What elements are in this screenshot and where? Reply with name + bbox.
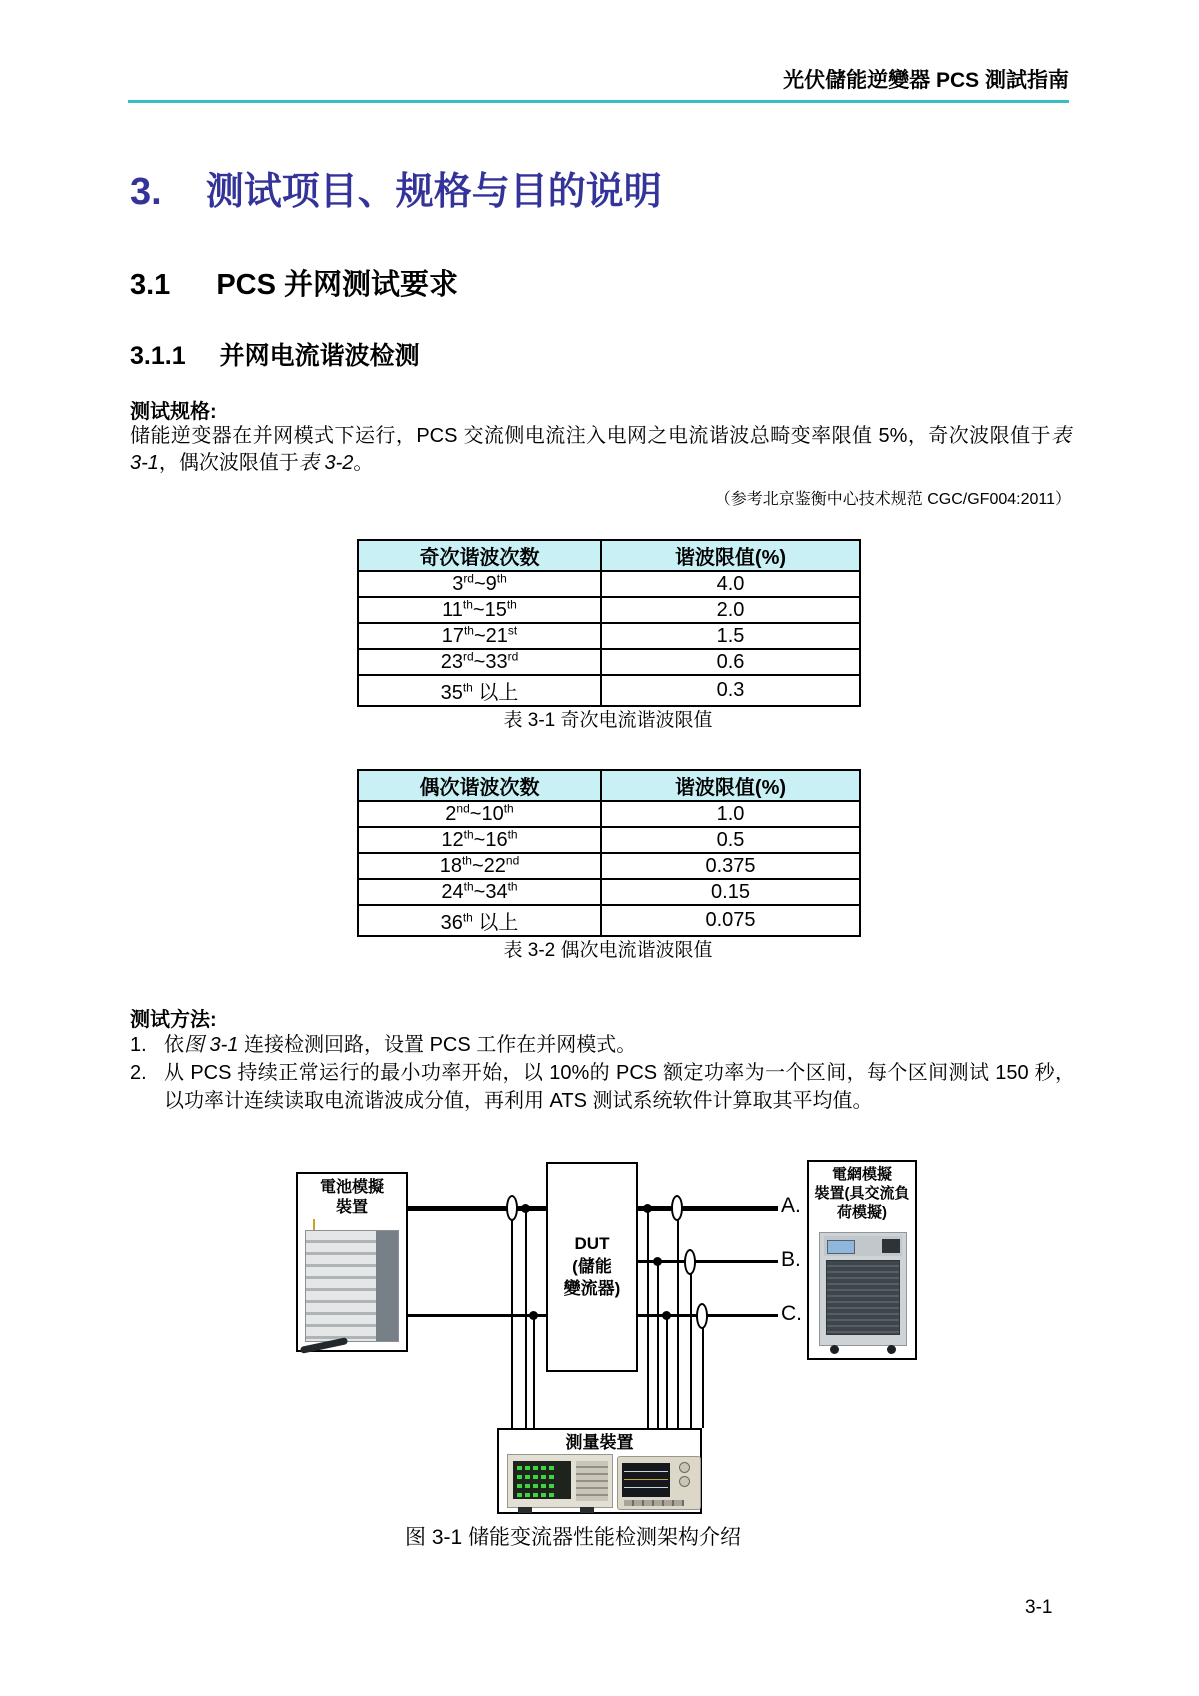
ordinal-suffix: rd <box>462 648 474 663</box>
current-clamp-icon <box>671 1195 683 1221</box>
page-number: 3-1 <box>1025 1597 1053 1618</box>
junction-dot <box>662 1311 671 1320</box>
harmonic-order-cell: 35th 以上 <box>358 675 601 706</box>
column-header: 谐波限值(%) <box>601 540 860 571</box>
grid-simulator-photo <box>819 1232 907 1346</box>
ordinal-suffix: th <box>507 826 518 841</box>
ordinal-suffix: rd <box>463 570 474 585</box>
ordinal-suffix: st <box>507 622 518 637</box>
ordinal-suffix: th <box>496 570 507 585</box>
table-header-row <box>358 770 860 801</box>
current-clamp-icon <box>684 1249 696 1275</box>
table-row <box>358 801 860 827</box>
ordinal-suffix: th <box>503 800 514 815</box>
meter-digits-row <box>517 1466 557 1470</box>
text-segment: 依 <box>164 1034 184 1056</box>
voltage-tap-c-left <box>533 1314 535 1428</box>
table-row <box>358 675 860 706</box>
grid-wheel <box>830 1345 839 1354</box>
odd-table-caption: 表 3-1 奇次电流谐波限值 <box>503 710 713 731</box>
harmonic-order-cell: 23rd~33rd <box>358 649 601 675</box>
header-rule <box>128 100 1069 103</box>
ct-lead-c-right <box>702 1318 704 1428</box>
ordinal-suffix: th <box>463 622 474 637</box>
harmonic-order-cell: 36th 以上 <box>358 905 601 936</box>
chapter-title: 测试项目、规格与目的说明 <box>205 171 662 213</box>
text-segment: 从 PCS 持续正常运行的最小功率开始，以 10%的 PCS 额定功率为一个区间，每个区间测试 150 秒，以功率计连续读取电流谐波成分值，再利用 ATS 测试系统软件计算取其平均值。 <box>164 1062 1075 1112</box>
method-item-1 <box>130 1031 1075 1059</box>
ordinal-suffix: th <box>463 826 474 841</box>
ordinal-suffix: nd <box>505 852 520 867</box>
section-number: 3.1 <box>130 269 171 301</box>
text-segment: 储能逆变器在并网模式下运行，PCS 交流侧电流注入电网之电流谐波总畸变率限值 5%，奇次波限值于 <box>130 425 1051 447</box>
oscilloscope-screen <box>622 1463 670 1497</box>
method-item-number: 2. <box>130 1062 147 1084</box>
meter-digits-row <box>517 1475 557 1479</box>
harmonic-limit-cell: 0.6 <box>601 649 860 675</box>
even-harmonics-table <box>357 769 861 937</box>
reference-note: （参考北京鉴衡中心技术规范 CGC/GF004:2011） <box>714 491 1071 508</box>
meter-digits-row <box>517 1493 557 1497</box>
ct-lead-a-left <box>511 1210 513 1428</box>
meter-foot <box>518 1507 532 1513</box>
text-segment: 表 3-1 <box>130 425 1071 474</box>
ordinal-suffix: nd <box>456 800 470 815</box>
harmonic-limit-cell: 0.375 <box>601 853 860 879</box>
subsection-title: 并网电流谐波检测 <box>219 342 420 370</box>
method-item-text <box>164 1062 1075 1112</box>
phase-a-wire-right <box>638 1206 778 1211</box>
junction-dot <box>653 1257 662 1266</box>
voltage-tap-a-right <box>647 1206 649 1428</box>
table-header-row <box>358 540 860 571</box>
ordinal-suffix: th <box>462 680 473 695</box>
ordinal-suffix: th <box>463 878 474 893</box>
battery-simulator-box <box>296 1172 408 1352</box>
ordinal-suffix: th <box>462 910 473 925</box>
harmonic-order-cell: 3rd~9th <box>358 571 601 597</box>
harmonic-order-cell: 24th~34th <box>358 879 601 905</box>
method-label: 测试方法: <box>130 1009 217 1031</box>
ordinal-suffix: th <box>462 596 473 611</box>
column-header: 谐波限值(%) <box>601 770 860 801</box>
odd-harmonics-table <box>357 539 861 707</box>
text-segment: 图 3-1 <box>184 1034 239 1056</box>
junction-dot <box>643 1204 652 1213</box>
harmonic-order-cell: 12th~16th <box>358 827 601 853</box>
current-clamp-icon <box>696 1303 708 1329</box>
table-row <box>358 571 860 597</box>
scope-knob <box>679 1462 690 1473</box>
scope-buttons <box>624 1500 684 1506</box>
harmonic-order-cell: 18th~22nd <box>358 853 601 879</box>
even-table-caption: 表 3-2 偶次电流谐波限值 <box>503 940 713 961</box>
harmonic-limit-cell: 0.075 <box>601 905 860 936</box>
phase-c-wire-right <box>638 1314 778 1317</box>
junction-dot <box>521 1204 530 1213</box>
grid-simulator-box <box>807 1160 917 1360</box>
ordinal-suffix: th <box>507 878 518 893</box>
table-row <box>358 879 860 905</box>
scope-knob <box>679 1476 690 1487</box>
ordinal-suffix: th <box>506 596 517 611</box>
battery-cabinet-side <box>376 1231 398 1341</box>
voltage-tap-b-right <box>657 1260 659 1428</box>
grid-simulator-label: 電網模擬 裝置(具交流負 荷模擬) <box>814 1166 910 1221</box>
harmonic-limit-cell: 0.3 <box>601 675 860 706</box>
current-clamp-icon <box>506 1195 518 1221</box>
spec-label: 测试规格: <box>130 401 217 423</box>
power-meter-buttons <box>576 1461 608 1501</box>
phase-label-a: A. <box>781 1194 801 1217</box>
meter-foot <box>580 1507 594 1513</box>
harmonic-limit-cell: 1.0 <box>601 801 860 827</box>
subsection-heading <box>130 336 420 372</box>
text-segment: 表 3-2 <box>298 452 354 474</box>
voltage-tap-a-left <box>525 1206 527 1428</box>
scope-trace <box>624 1471 668 1472</box>
grid-button-panel <box>882 1239 900 1253</box>
power-meter-display <box>513 1461 571 1499</box>
chapter-number: 3. <box>130 171 162 213</box>
table-row <box>358 827 860 853</box>
text-segment: ，偶次波限值于 <box>158 452 299 474</box>
grid-wheel <box>887 1345 896 1354</box>
chapter-heading <box>130 160 662 215</box>
grid-vent-grille <box>826 1260 900 1335</box>
phase-label-b: B. <box>781 1248 801 1271</box>
table-row <box>358 597 860 623</box>
table-row <box>358 649 860 675</box>
oscilloscope-photo <box>617 1456 701 1510</box>
method-item-2 <box>130 1059 1075 1115</box>
measurement-label: 測量裝置 <box>565 1433 634 1452</box>
section-heading <box>130 262 458 303</box>
ordinal-suffix: th <box>461 852 472 867</box>
spec-paragraph <box>130 423 1071 477</box>
subsection-number: 3.1.1 <box>130 342 186 370</box>
scope-trace <box>624 1487 668 1488</box>
grid-display-screen <box>827 1240 855 1254</box>
measurement-box <box>497 1428 702 1514</box>
harmonic-limit-cell: 2.0 <box>601 597 860 623</box>
table-row <box>358 623 860 649</box>
ct-lead-a-right <box>677 1210 679 1428</box>
table-row <box>358 853 860 879</box>
page-header-title: 光伏儲能逆變器 PCS 測試指南 <box>783 69 1069 92</box>
column-header: 奇次谐波次数 <box>358 540 601 571</box>
harmonic-limit-cell: 0.15 <box>601 879 860 905</box>
phase-label-c: C. <box>781 1302 802 1325</box>
meter-digits-row <box>517 1484 557 1488</box>
junction-dot <box>529 1311 538 1320</box>
section-title: PCS 并网测试要求 <box>216 269 459 301</box>
method-item-number: 1. <box>130 1034 147 1056</box>
dut-label: DUT (儲能 變流器) <box>563 1233 621 1299</box>
battery-simulator-photo <box>305 1230 399 1342</box>
text-segment: 。 <box>353 452 374 474</box>
harmonic-limit-cell: 1.5 <box>601 623 860 649</box>
table-row <box>358 905 860 936</box>
voltage-tap-c-right <box>666 1314 668 1428</box>
harmonic-order-cell: 2nd~10th <box>358 801 601 827</box>
power-meter-photo <box>507 1454 613 1508</box>
column-header: 偶次谐波次数 <box>358 770 601 801</box>
harmonic-order-cell: 17th~21st <box>358 623 601 649</box>
battery-cabinet <box>305 1230 399 1342</box>
harmonic-limit-cell: 0.5 <box>601 827 860 853</box>
harmonic-limit-cell: 4.0 <box>601 571 860 597</box>
text-segment: 连接检测回路，设置 PCS 工作在并网模式。 <box>238 1034 637 1056</box>
ct-lead-b-right <box>690 1264 692 1428</box>
grid-control-panel <box>824 1236 902 1256</box>
battery-simulator-label: 電池模擬 裝置 <box>319 1179 384 1216</box>
ordinal-suffix: rd <box>507 648 519 663</box>
harmonic-order-cell: 11th~15th <box>358 597 601 623</box>
method-item-text <box>164 1034 636 1056</box>
scope-trace <box>624 1479 668 1480</box>
figure-caption: 图 3-1 储能变流器性能检测架构介绍 <box>404 1526 742 1549</box>
dut-box <box>546 1162 638 1372</box>
